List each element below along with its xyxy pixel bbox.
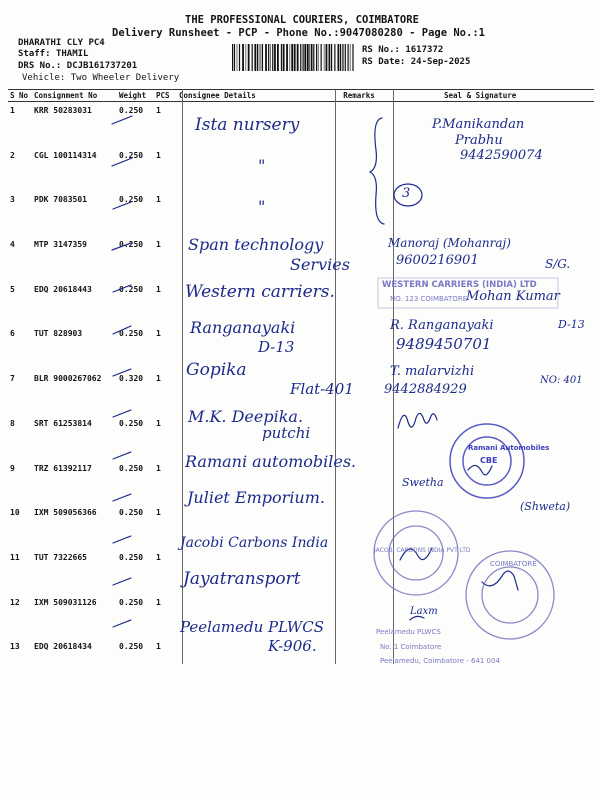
consignee-handwriting: Jacobi Carbons India <box>180 535 329 551</box>
stamp-text: CBE <box>480 456 498 465</box>
runsheet-title: Delivery Runsheet - PCP - Phone No.:9047080280 - Page No.:1 <box>112 27 485 39</box>
staff-name: THAMIL <box>55 49 89 59</box>
row-weight: 0.250 <box>119 150 144 160</box>
row-sno: 8 <box>10 418 15 428</box>
consignee-handwriting: M.K. Deepika. <box>188 407 304 426</box>
col-header-consignment: Consignment No <box>32 90 117 102</box>
stamp-text: Peelamedu, Coimbatore - 641 004 <box>380 657 500 665</box>
row-pcs: 1 <box>156 284 161 294</box>
col-header-pcs: PCS <box>154 90 177 102</box>
row-pcs: 1 <box>156 106 161 115</box>
row-weight: 0.250 <box>119 642 144 652</box>
consignee-handwriting: Span technology <box>188 235 324 254</box>
drs-number: DCJB161737201 <box>66 61 138 71</box>
row-weight: 0.250 <box>119 240 144 250</box>
row-pcs: 1 <box>156 642 161 652</box>
row-sno: 1 <box>10 106 15 115</box>
barcode <box>232 44 357 71</box>
signature-text: P.Manikandan <box>432 117 525 132</box>
row-consignment: PDK 7083501 <box>34 195 87 205</box>
row-weight: 0.320 <box>119 374 144 384</box>
row-pcs: 1 <box>156 463 161 473</box>
row-pcs: 1 <box>156 240 161 250</box>
column-divider <box>335 89 336 664</box>
row-pcs: 1 <box>156 418 161 428</box>
row-pcs: 1 <box>156 552 161 562</box>
row-consignment: SRT 61253814 <box>34 418 92 428</box>
consignee-handwriting: Ista nursery <box>195 115 300 135</box>
row-consignment: TUT 7322665 <box>34 552 87 562</box>
signature-text: 9442590074 <box>460 148 543 163</box>
signature-text: Laxm <box>410 606 438 617</box>
row-consignment: EDQ 20618443 <box>34 284 92 294</box>
row-sno: 2 <box>10 150 15 160</box>
col-header-weight: Weight <box>117 90 154 102</box>
col-header-consignee: Consignee Details <box>177 90 330 102</box>
row-consignment: EDQ 20618434 <box>34 642 92 652</box>
row-weight: 0.250 <box>119 597 144 607</box>
row-sno: 12 <box>10 597 20 607</box>
row-sno: 9 <box>10 463 15 473</box>
ditto-mark: " <box>258 156 266 175</box>
consignee-handwriting: Flat-401 <box>290 380 354 398</box>
consignee-handwriting: Western carriers. <box>185 282 335 302</box>
signature-text: 9489450701 <box>396 335 492 353</box>
consignee-handwriting: putchi <box>262 424 311 442</box>
col-header-seal: Seal & Signature <box>388 90 594 102</box>
row-sno: 7 <box>10 374 15 384</box>
stamp-text: WESTERN CARRIERS (INDIA) LTD <box>382 280 537 290</box>
row-sno: 13 <box>10 642 20 652</box>
row-weight: 0.250 <box>119 284 144 294</box>
signature-text: Prabhu <box>455 133 503 148</box>
row-consignment: IXM 509031126 <box>34 597 97 607</box>
branch-name: DHARATHI CLY PC4 <box>18 38 105 48</box>
row-sno: 10 <box>10 508 20 518</box>
table-row <box>8 191 594 236</box>
staff-line <box>18 49 88 59</box>
row-consignment: MTP 3147359 <box>34 240 87 250</box>
col-header-remarks: Remarks <box>330 90 388 102</box>
stamp-text: JACOBI CARBONS INDIA PVT LTD <box>374 547 471 554</box>
row-pcs: 1 <box>156 508 161 518</box>
consignee-handwriting: Peelamedu PLWCS <box>180 618 324 636</box>
col-header-sno: S No <box>8 90 32 102</box>
table-header-row <box>8 90 594 102</box>
row-weight: 0.250 <box>119 418 144 428</box>
row-weight: 0.250 <box>119 106 144 115</box>
consignee-handwriting: Juliet Emporium. <box>187 488 325 507</box>
signature-text: T. malarvizhi <box>390 364 475 379</box>
company-title: THE PROFESSIONAL COURIERS, COIMBATORE <box>185 14 419 26</box>
rs-number: RS No.: 1617372 <box>362 45 444 55</box>
row-sno: 4 <box>10 240 15 250</box>
stamp-text: NO. 123 COIMBATORE <box>390 295 468 303</box>
row-consignment: BLR 9000267062 <box>34 374 102 384</box>
circled-number: 3 <box>402 186 411 201</box>
consignee-handwriting: Ramani automobiles. <box>185 452 357 471</box>
ditto-mark: " <box>258 197 266 216</box>
row-consignment: TRZ 61392117 <box>34 463 92 473</box>
drs-line <box>18 61 137 71</box>
signature-text: D-13 <box>558 318 585 331</box>
row-pcs: 1 <box>156 329 161 339</box>
stamp-text: Ramani Automobiles <box>468 444 550 452</box>
row-pcs: 1 <box>156 374 161 384</box>
row-weight: 0.250 <box>119 552 144 562</box>
signature-text: Mohan Kumar <box>466 289 560 304</box>
row-pcs: 1 <box>156 150 161 160</box>
rs-date: RS Date: 24-Sep-2025 <box>362 57 471 67</box>
row-pcs: 1 <box>156 195 161 205</box>
row-weight: 0.250 <box>119 329 144 339</box>
row-sno: 11 <box>10 552 20 562</box>
row-sno: 5 <box>10 284 15 294</box>
row-sno: 3 <box>10 195 15 205</box>
signature-text: Swetha <box>402 476 444 489</box>
stamp-text: COIMBATORE <box>490 560 537 568</box>
row-weight: 0.250 <box>119 463 144 473</box>
signature-text: Manoraj (Mohanraj) <box>388 236 511 250</box>
signature-text: 9442884929 <box>384 382 467 397</box>
row-pcs: 1 <box>156 597 161 607</box>
row-consignment: IXM 509056366 <box>34 508 97 518</box>
consignee-handwriting: Jayatransport <box>183 569 301 589</box>
row-weight: 0.250 <box>119 508 144 518</box>
vehicle-line: Vehicle: Two Wheeler Delivery <box>22 73 180 83</box>
consignee-handwriting: D-13 <box>258 338 295 356</box>
row-consignment: CGL 100114314 <box>34 150 97 160</box>
stamp-text: No. 1 Coimbatore <box>380 643 442 651</box>
row-consignment: KRR 50283031 <box>34 106 92 115</box>
signature-text: R. Ranganayaki <box>390 318 494 333</box>
consignee-handwriting: Servies <box>290 255 350 274</box>
table-row <box>8 325 594 370</box>
signature-text: NO: 401 <box>540 375 583 386</box>
table-row <box>8 549 594 594</box>
consignee-handwriting: Gopika <box>186 360 247 380</box>
signature-text: S/G. <box>545 257 571 271</box>
stamp-text: Peelamedu PLWCS <box>376 628 441 636</box>
consignee-handwriting: Ranganayaki <box>190 318 296 337</box>
row-weight: 0.250 <box>119 195 144 205</box>
row-sno: 6 <box>10 329 15 339</box>
drs-label: DRS No.: <box>18 61 62 71</box>
row-consignment: TUT 828903 <box>34 329 83 339</box>
signature-text: 9600216901 <box>396 253 479 268</box>
signature-text: (Shweta) <box>520 500 571 513</box>
consignee-handwriting: K-906. <box>268 637 317 655</box>
staff-label: Staff: <box>18 49 51 59</box>
